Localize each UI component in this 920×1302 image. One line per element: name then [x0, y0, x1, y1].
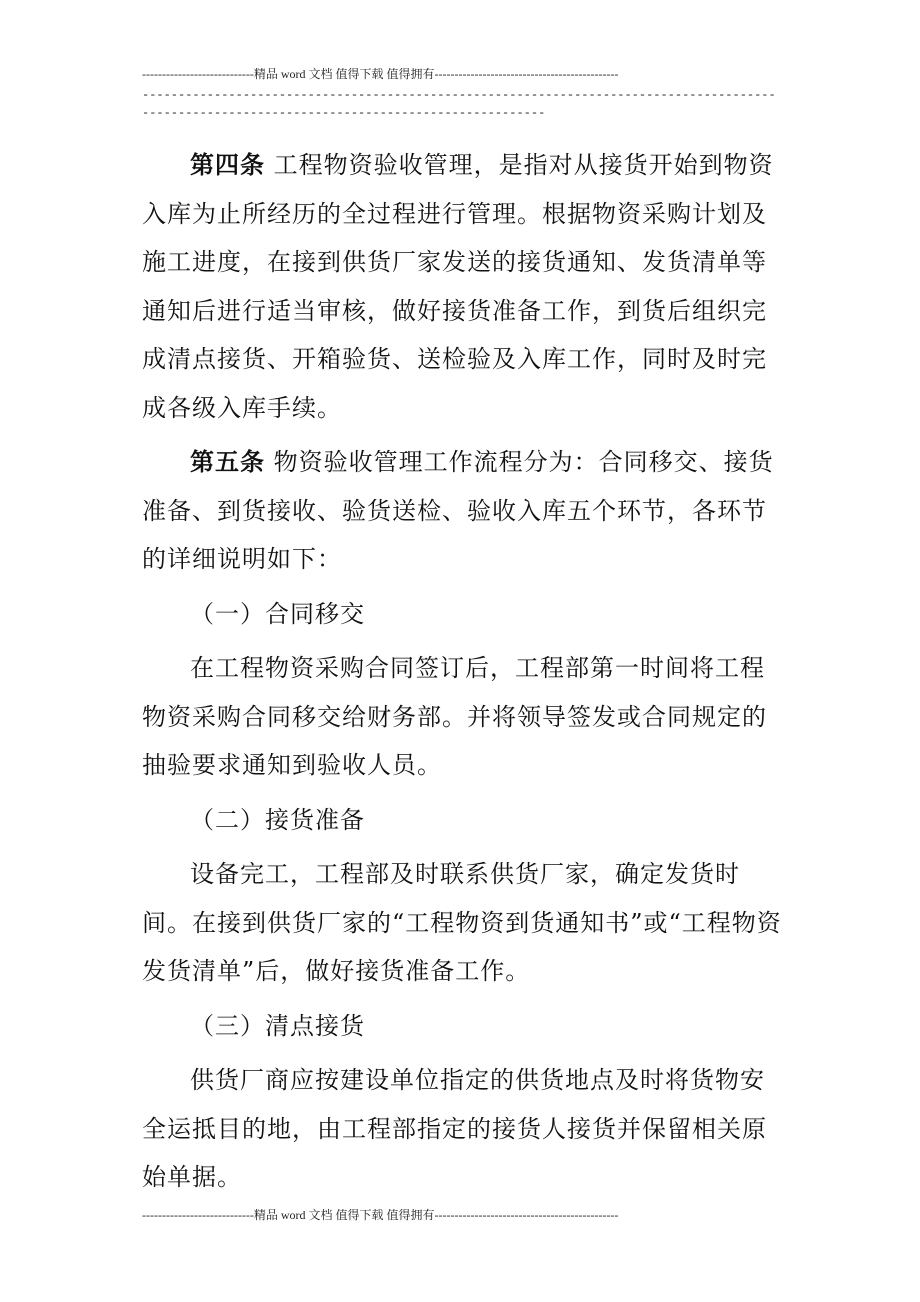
watermark: zixin: [470, 561, 651, 650]
header-divider: ------------------------------------------------------------------------------------------------------------------------------------------------: [142, 88, 776, 120]
article-5: [142, 438, 782, 584]
page-header: ----------------------------精品 word 文档 值得下载 值得拥有----------------------------------------------: [142, 67, 619, 81]
article-4-heading: 第四条: [190, 150, 265, 179]
page-footer: ----------------------------精品 word 文档 值得下载 值得拥有----------------------------------------------: [142, 1208, 619, 1222]
section-1-text: 在工程物资采购合同签订后，工程部第一时间将工程物资采购合同移交给财务部。并将领导签发或合同规定的抽验要求通知到验收人员。: [142, 654, 767, 779]
section-2-title: （二）接货准备: [190, 805, 365, 834]
article-4-text: 工程物资验收管理，是指对从接货开始到物资入库为止所经历的全过程进行管理。根据物资采购计划及施工进度，在接到供货厂家发送的接货通知、发货清单等通知后进行适当审核，做好接货准备工作，到货后组织完成清点接货、开箱验货、送检验及入库工作，同时及时完成各级入库手续。: [142, 151, 774, 422]
section-3-title: （三）清点接货: [190, 1011, 365, 1040]
document-body: [142, 141, 782, 1208]
article-5-heading: 第五条: [190, 447, 265, 476]
article-5-text: 物资验收管理工作流程分为：合同移交、接货准备、到货接收、验货送检、验收入库五个环节，各环节的详细说明如下：: [142, 448, 774, 573]
section-2-text: 设备完工，工程部及时联系供货厂家，确定发货时间。在接到供货厂家的“工程物资到货通知书”或“工程物资发货清单”后，做好接货准备工作。: [142, 860, 782, 985]
article-4: [142, 141, 782, 432]
section-3-text: 供货厂商应按建设单位指定的供货地点及时将货物安全运抵目的地，由工程部指定的接货人接货并保留相关原始单据。: [142, 1066, 767, 1191]
section-1-title: （一）合同移交: [190, 599, 365, 628]
